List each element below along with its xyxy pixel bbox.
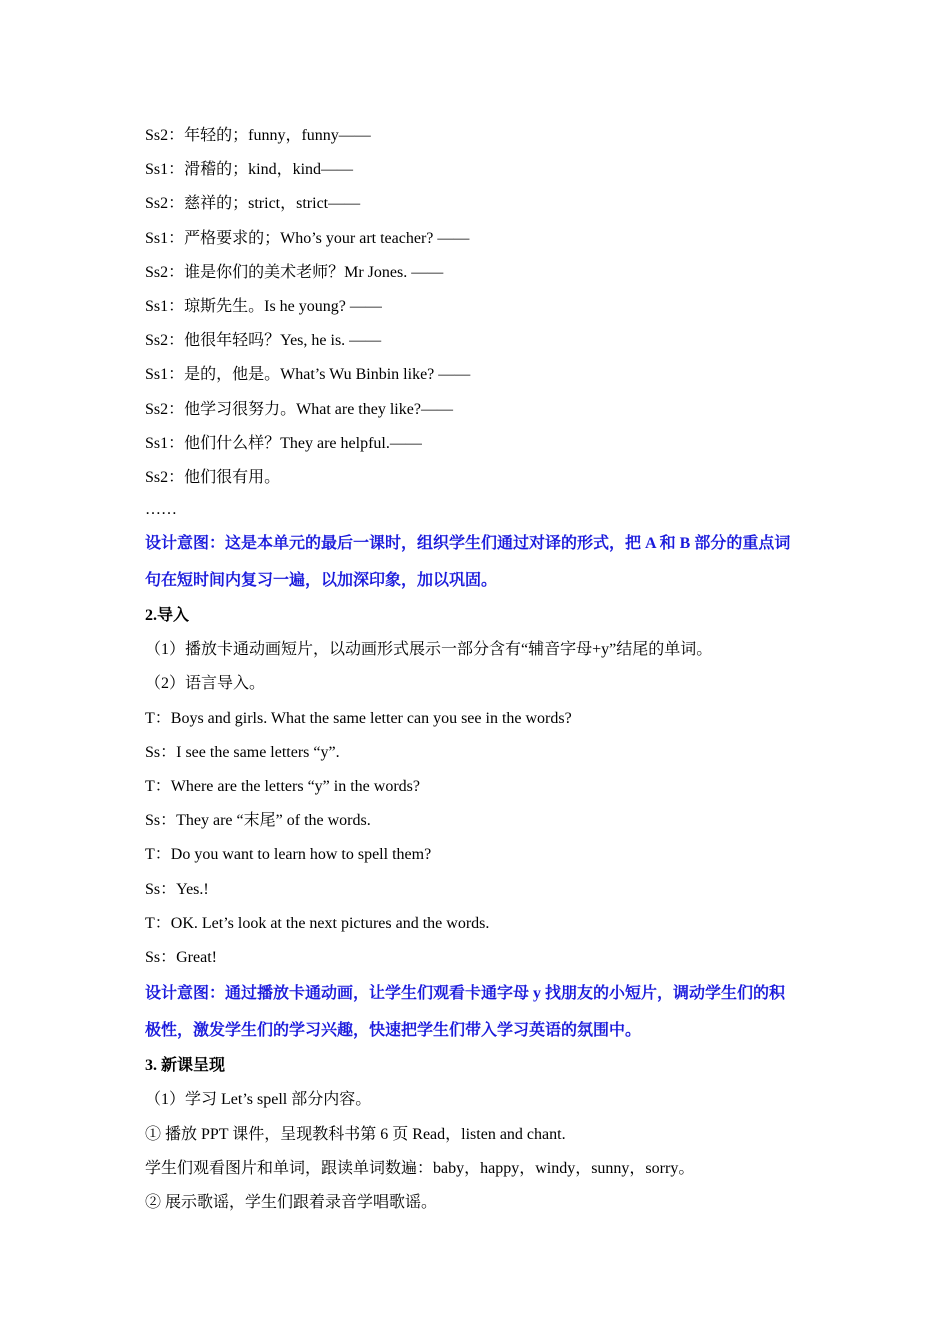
dialogue-line: Ss2：他很年轻吗？Yes, he is. —— — [145, 332, 382, 350]
ellipsis: …… — [145, 501, 177, 519]
section-line: （2）语言导入。 — [145, 675, 266, 693]
dialogue-line: Ss2：年轻的；funny，funny—— — [145, 127, 371, 144]
section-line: T：Where are the letters “y” in the words? — [145, 778, 420, 795]
dialogue-line: Ss1：他们什么样？They are helpful.—— — [145, 434, 422, 452]
section-line: （1）学习 Let’s spell 部分内容。 — [145, 1091, 372, 1109]
section-heading-new-lesson: 3. 新课呈现 — [145, 1057, 226, 1075]
section-line: T：Boys and girls. What the same letter can you see in the words? — [145, 709, 572, 727]
section-line: T：Do you want to learn how to spell them? — [145, 846, 432, 864]
lead-in-section — [145, 633, 815, 975]
section-line: Ss：Great! — [145, 948, 217, 966]
section-line: 学生们观看图片和单词，跟读单词数遍：baby，happy，windy，sunny，sorry。 — [145, 1159, 695, 1177]
section-line: （1）播放卡通动画短片，以动画形式展示一部分含有“辅音字母+y”结尾的单词。 — [145, 641, 713, 659]
dialogue-line: Ss1：滑稽的；kind，kind—— — [145, 161, 354, 179]
new-lesson-section — [145, 1083, 815, 1220]
dialogue-line: Ss2：他们很有用。 — [145, 468, 281, 486]
note-line: 设计意图：通过播放卡通动画，让学生们观看卡通字母 y 找朋友的小短片，调动学生们的积 — [145, 985, 786, 1003]
note-line: 设计意图：这是本单元的最后一课时，组织学生们通过对译的形式，把 A 和 B 部分的重点词 — [145, 535, 791, 553]
dialogue-line: Ss1：是的，他是。What’s Wu Binbin like? —— — [145, 366, 471, 384]
section-line: T：OK. Let’s look at the next pictures and the words. — [145, 914, 490, 932]
section-line: ② 展示歌谣，学生们跟着录音学唱歌谣。 — [145, 1193, 438, 1211]
section-line: Ss：Yes.! — [145, 880, 209, 898]
dialogue-line: Ss2：他学习很努力。What are they like?—— — [145, 400, 453, 418]
design-intent-note-1 — [145, 525, 815, 599]
note-line: 句在短时间内复习一遍，以加深印象，加以巩固。 — [145, 572, 498, 590]
section-line: ① 播放 PPT 课件，呈现教科书第 6 页 Read，listen and chant. — [145, 1125, 566, 1143]
note-line: 极性，激发学生们的学习兴趣，快速把学生们带入学习英语的氛围中。 — [145, 1022, 642, 1040]
design-intent-note-2 — [145, 975, 815, 1049]
dialogue-review — [145, 119, 815, 495]
section-line: Ss：They are “末尾” of the words. — [145, 812, 371, 830]
dialogue-line: Ss1：严格要求的；Who’s your art teacher? —— — [145, 229, 470, 247]
dialogue-line: Ss1：琼斯先生。Is he young? —— — [145, 297, 382, 315]
document-page — [145, 119, 815, 1220]
dialogue-line: Ss2：谁是你们的美术老师？Mr Jones. —— — [145, 263, 444, 281]
section-line: Ss：I see the same letters “y”. — [145, 743, 340, 761]
dialogue-line: Ss2：慈祥的；strict，strict—— — [145, 195, 361, 213]
section-heading-lead-in: 2.导入 — [145, 607, 190, 625]
